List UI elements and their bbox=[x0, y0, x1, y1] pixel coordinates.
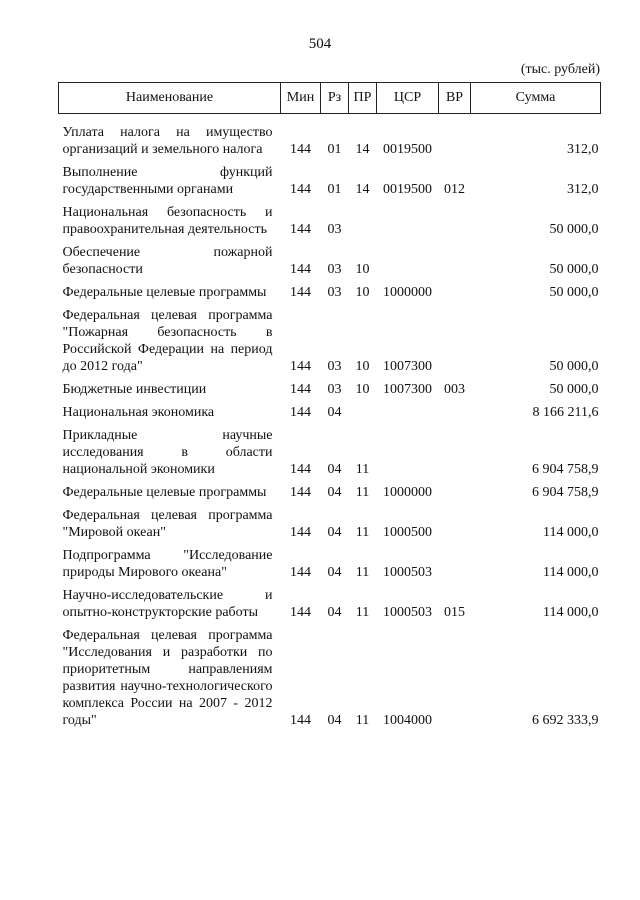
cell-pr: 11 bbox=[355, 462, 370, 477]
cell-sum: 114 000,0 bbox=[543, 525, 599, 540]
cell-rz: 04 bbox=[327, 713, 342, 728]
cell-vr bbox=[439, 424, 471, 481]
cell-rz: 04 bbox=[327, 405, 342, 420]
cell-csr: 0019500 bbox=[383, 142, 432, 157]
cell-sum: 50 000,0 bbox=[549, 222, 599, 237]
table-row bbox=[59, 401, 601, 424]
cell-rz: 04 bbox=[327, 605, 342, 620]
cell-pr: 10 bbox=[355, 359, 370, 374]
cell-sum: 6 904 758,9 bbox=[532, 462, 599, 477]
cell-name: Подпрограмма "Исследование природы Мирового океана" bbox=[62, 548, 273, 580]
cell-vr bbox=[439, 281, 471, 304]
cell-pr: 11 bbox=[355, 605, 370, 620]
cell-csr: 0019500 bbox=[383, 182, 432, 197]
cell-min: 144 bbox=[290, 142, 311, 157]
cell-vr bbox=[439, 504, 471, 544]
header-min: Мин bbox=[281, 83, 321, 114]
cell-name: Бюджетные инвестиции bbox=[62, 382, 207, 397]
cell-pr: 11 bbox=[355, 525, 370, 540]
cell-min: 144 bbox=[290, 485, 311, 500]
cell-vr bbox=[439, 201, 471, 241]
cell-csr: 1000503 bbox=[383, 605, 432, 620]
cell-vr: 003 bbox=[444, 382, 465, 397]
cell-vr bbox=[439, 481, 471, 504]
table-row bbox=[59, 281, 601, 304]
header-sum: Сумма bbox=[471, 83, 601, 114]
cell-min: 144 bbox=[290, 285, 311, 300]
cell-vr bbox=[439, 544, 471, 584]
cell-pr: 14 bbox=[355, 182, 370, 197]
cell-csr: 1007300 bbox=[383, 382, 432, 397]
cell-name: Федеральная целевая программа "Пожарная безопасность в Российской Федерации на период до 2012 года" bbox=[62, 308, 273, 374]
cell-csr: 1000500 bbox=[383, 525, 432, 540]
cell-sum: 6 692 333,9 bbox=[532, 713, 599, 728]
cell-rz: 01 bbox=[327, 142, 342, 157]
cell-pr bbox=[349, 201, 377, 241]
table-row bbox=[59, 378, 601, 401]
cell-name: Национальная экономика bbox=[62, 405, 215, 420]
cell-sum: 6 904 758,9 bbox=[532, 485, 599, 500]
header-rz: Рз bbox=[321, 83, 349, 114]
cell-csr: 1000503 bbox=[383, 565, 432, 580]
table-row bbox=[59, 201, 601, 241]
cell-name: Уплата налога на имущество организаций и земельного налога bbox=[62, 125, 273, 157]
cell-csr bbox=[377, 241, 439, 281]
cell-pr: 10 bbox=[355, 382, 370, 397]
cell-rz: 04 bbox=[327, 565, 342, 580]
cell-name: Обеспечение пожарной безопасности bbox=[62, 245, 273, 277]
cell-vr bbox=[439, 114, 471, 162]
table-row bbox=[59, 544, 601, 584]
cell-min: 144 bbox=[290, 382, 311, 397]
table-row bbox=[59, 504, 601, 544]
page-number: 504 bbox=[308, 36, 332, 52]
cell-name: Федеральная целевая программа "Исследования и разработки по приоритетным направлениям развития научно-технологического комплекса России на 2007 - 2012 годы" bbox=[62, 628, 273, 728]
cell-name: Федеральная целевая программа "Мировой океан" bbox=[62, 508, 273, 540]
table-row bbox=[59, 241, 601, 281]
table-row bbox=[59, 114, 601, 162]
cell-rz: 03 bbox=[327, 285, 342, 300]
table-row bbox=[59, 584, 601, 624]
table-row bbox=[59, 424, 601, 481]
cell-csr: 1000000 bbox=[383, 485, 432, 500]
cell-pr: 10 bbox=[355, 285, 370, 300]
cell-rz: 04 bbox=[327, 462, 342, 477]
table-row bbox=[59, 481, 601, 504]
budget-table bbox=[58, 82, 601, 732]
cell-sum: 8 166 211,6 bbox=[532, 405, 599, 420]
cell-rz: 01 bbox=[327, 182, 342, 197]
cell-rz: 04 bbox=[327, 485, 342, 500]
cell-name: Федеральные целевые программы bbox=[62, 485, 267, 500]
cell-csr bbox=[377, 424, 439, 481]
cell-rz: 03 bbox=[327, 262, 342, 277]
table-row bbox=[59, 304, 601, 378]
table-row bbox=[59, 624, 601, 732]
cell-min: 144 bbox=[290, 565, 311, 580]
cell-csr: 1004000 bbox=[383, 713, 432, 728]
cell-min: 144 bbox=[290, 222, 311, 237]
cell-vr bbox=[439, 624, 471, 732]
cell-name: Национальная безопасность и правоохранительная деятельность bbox=[62, 205, 273, 237]
cell-min: 144 bbox=[290, 462, 311, 477]
cell-name: Научно-исследовательские и опытно-конструкторские работы bbox=[62, 588, 273, 620]
cell-csr: 1000000 bbox=[383, 285, 432, 300]
cell-sum: 50 000,0 bbox=[549, 382, 599, 397]
cell-min: 144 bbox=[290, 262, 311, 277]
cell-csr bbox=[377, 201, 439, 241]
cell-sum: 312,0 bbox=[567, 142, 599, 157]
units-label: (тыс. рублей) bbox=[520, 62, 600, 77]
table-row bbox=[59, 161, 601, 201]
cell-rz: 03 bbox=[327, 222, 342, 237]
cell-vr: 012 bbox=[444, 182, 465, 197]
cell-min: 144 bbox=[290, 605, 311, 620]
cell-sum: 50 000,0 bbox=[549, 262, 599, 277]
cell-pr: 11 bbox=[355, 565, 370, 580]
cell-rz: 04 bbox=[327, 525, 342, 540]
cell-sum: 50 000,0 bbox=[549, 359, 599, 374]
header-csr: ЦСР bbox=[377, 83, 439, 114]
cell-name: Федеральные целевые программы bbox=[62, 285, 267, 300]
header-vr: ВР bbox=[439, 83, 471, 114]
cell-csr bbox=[377, 401, 439, 424]
cell-min: 144 bbox=[290, 525, 311, 540]
cell-rz: 03 bbox=[327, 382, 342, 397]
cell-pr: 10 bbox=[355, 262, 370, 277]
cell-pr: 11 bbox=[355, 713, 370, 728]
header-pr: ПР bbox=[349, 83, 377, 114]
cell-sum: 50 000,0 bbox=[549, 285, 599, 300]
cell-vr: 015 bbox=[444, 605, 465, 620]
cell-vr bbox=[439, 304, 471, 378]
cell-sum: 114 000,0 bbox=[543, 605, 599, 620]
cell-name: Выполнение функций государственными органами bbox=[62, 165, 273, 197]
header-row bbox=[59, 83, 601, 114]
cell-pr bbox=[349, 401, 377, 424]
cell-csr: 1007300 bbox=[383, 359, 432, 374]
cell-min: 144 bbox=[290, 713, 311, 728]
cell-name: Прикладные научные исследования в области национальной экономики bbox=[62, 428, 273, 477]
cell-rz: 03 bbox=[327, 359, 342, 374]
cell-vr bbox=[439, 241, 471, 281]
cell-min: 144 bbox=[290, 405, 311, 420]
cell-min: 144 bbox=[290, 359, 311, 374]
cell-pr: 14 bbox=[355, 142, 370, 157]
cell-pr: 11 bbox=[355, 485, 370, 500]
cell-sum: 114 000,0 bbox=[543, 565, 599, 580]
header-name: Наименование bbox=[59, 83, 281, 114]
cell-sum: 312,0 bbox=[567, 182, 599, 197]
cell-min: 144 bbox=[290, 182, 311, 197]
cell-vr bbox=[439, 401, 471, 424]
